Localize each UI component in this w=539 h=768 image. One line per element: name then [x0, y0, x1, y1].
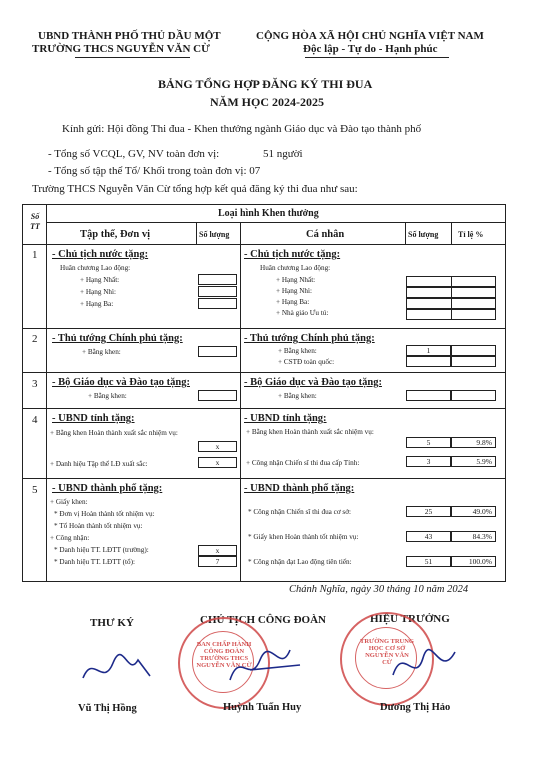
row5-left-item5: * Danh hiệu TT. LĐTT (trường): [54, 546, 149, 554]
row4-right-item2-rate: 5.9% [451, 456, 496, 467]
col-no-header: Số TT [30, 212, 40, 231]
row3-right-item: + Bằng khen: [278, 392, 317, 400]
row1-right-item2: + Hạng Nhì: [276, 287, 312, 295]
row5-right-item2: * Giấy khen Hoàn thành tốt nhiệm vụ: [248, 533, 359, 541]
row1-no: 1 [32, 249, 38, 261]
row3-left-qty [198, 390, 237, 401]
principal-name: Dương Thị Hảo [380, 702, 451, 713]
row2-right-item2: + CSTĐ toàn quốc: [278, 358, 335, 366]
row1-left-title: - Chủ tịch nước tặng: [52, 249, 149, 260]
role-principal: HIỆU TRƯỞNG [370, 613, 450, 625]
union-chair-signature [220, 640, 310, 695]
row4-left-item1-qty: x [198, 441, 237, 452]
school-name: TRƯỜNG THCS NGUYỄN VĂN CỪ [32, 43, 210, 55]
row5-left-item2: * Đơn vị Hoàn thành tốt nhiệm vụ: [54, 510, 155, 518]
row4-left-item2-qty: x [198, 457, 237, 468]
row5-left-qty-truong: x [198, 545, 237, 556]
row2-left-title: - Thủ tướng Chính phủ tặng: [52, 333, 183, 344]
role-union-chair: CHỦ TỊCH CÔNG ĐOÀN [200, 614, 327, 626]
row4-right-title: - UBND tỉnh tặng: [244, 413, 327, 424]
row2-no: 2 [32, 333, 38, 345]
col-type-header: Loại hình Khen thưởng [218, 208, 319, 219]
row4-left-item1: + Bằng khen Hoàn thành xuất sắc nhiệm vụ: [50, 429, 178, 437]
row3-left-item: + Bằng khen: [88, 392, 127, 400]
row5-right-item2-qty: 43 [406, 531, 451, 542]
row2-right-item1-rate [451, 345, 496, 356]
row2-right-item1-qty: 1 [406, 345, 451, 356]
row1-left-item3: + Hạng Ba: [80, 300, 114, 308]
secretary-name: Vũ Thị Hồng [78, 703, 137, 714]
row4-left-title: - UBND tỉnh tặng: [52, 413, 135, 424]
row5-right-title: - UBND thành phố tặng: [244, 483, 355, 494]
row4-no: 4 [32, 414, 38, 426]
row1-left-qty3 [198, 298, 237, 309]
row5-left-item6: * Danh hiệu TT. LĐTT (tổ): [54, 558, 136, 566]
row5-left-item4: + Công nhận: [50, 534, 90, 542]
row5-right-item3-qty: 51 [406, 556, 451, 567]
motto: Độc lập - Tự do - Hạnh phúc [303, 43, 438, 55]
role-secretary: THƯ KÝ [90, 617, 134, 629]
row1-left-item2: + Hạng Nhì: [80, 288, 116, 296]
row4-left-item2: + Danh hiệu Tập thể LĐ xuất sắc: [50, 460, 148, 468]
row1-left-qty1 [198, 274, 237, 285]
row3-right-rate [451, 390, 496, 401]
row3-right-qty [406, 390, 451, 401]
row3-right-title: - Bộ Giáo dục và Đào tạo tặng: [244, 377, 382, 388]
row1-right-sub: Huân chương Lao động: [260, 264, 331, 272]
union-stamp-text: BAN CHẤP HÀNH CÔNG ĐOÀN TRƯỜNG THCS NGUYỄN VĂN CỪ [196, 641, 252, 669]
row1-left-qty2 [198, 286, 237, 297]
school-stamp-text: TRƯỜNG TRUNG HỌC CƠ SỞ NGUYỄN VĂN CỪ [360, 638, 414, 666]
recipient: Kính gửi: Hội đồng Thi đua - Khen thưởng ngành Giáo dục và Đào tạo thành phố [62, 123, 422, 135]
col-individual-header: Cá nhân [306, 229, 345, 240]
staff-label: - Tổng số VCQL, GV, NV toàn đơn vị: [48, 148, 220, 160]
header-divider-right [305, 57, 449, 58]
row2-right-title: - Thủ tướng Chính phủ tặng: [244, 333, 375, 344]
row1-right-item1: + Hạng Nhất: [276, 276, 316, 284]
country-name: CỘNG HÒA XÃ HỘI CHỦ NGHĨA VIỆT NAM [256, 30, 484, 42]
row5-right-item1-qty: 25 [406, 506, 451, 517]
row4-right-item2-qty: 3 [406, 456, 451, 467]
row2-right-item1: + Bằng khen: [278, 347, 317, 355]
row1-right-title: - Chủ tịch nước tặng: [244, 249, 341, 260]
row3-left-title: - Bộ Giáo dục và Đào tạo tặng: [52, 377, 190, 388]
row5-left-item3: * Tổ Hoàn thành tốt nhiệm vụ: [54, 522, 143, 530]
row4-right-item1-qty: 5 [406, 437, 451, 448]
col-collective-header: Tập thể, Đơn vị [80, 229, 150, 240]
doc-title: BẢNG TỔNG HỢP ĐĂNG KÝ THI ĐUA [158, 77, 373, 91]
row5-no: 5 [32, 484, 38, 496]
row2-left-item: + Bằng khen: [82, 348, 121, 356]
row1-left-sub: Huân chương Lao động: [60, 264, 131, 272]
row5-right-item2-rate: 84.3% [451, 531, 496, 542]
row3-no: 3 [32, 378, 38, 390]
org-name: UBND THÀNH PHỐ THỦ DẦU MỘT [38, 30, 221, 42]
sign-date: Chánh Nghĩa, ngày 30 tháng 10 năm 2024 [289, 584, 469, 595]
row5-left-title: - UBND thành phố tặng: [52, 483, 163, 494]
row4-right-item1: + Bằng khen Hoàn thành xuất sắc nhiệm vụ: [246, 428, 374, 436]
staff-value: 51 người [263, 148, 303, 160]
row4-right-item1-rate: 9.8% [451, 437, 496, 448]
secretary-signature [78, 648, 158, 693]
groups-label: - Tổng số tập thể Tổ/ Khối trong toàn đơn vị: 07 [48, 165, 261, 177]
school-year: NĂM HỌC 2024-2025 [210, 95, 324, 109]
row2-right-item2-rate [451, 356, 496, 367]
summary-line: Trường THCS Nguyễn Văn Cừ tổng hợp kết quả đăng ký thi đua như sau: [32, 183, 358, 195]
row5-left-item1: + Giấy khen: [50, 498, 88, 506]
row5-left-qty-to: 7 [198, 556, 237, 567]
row1-right-item4: + Nhà giáo Ưu tú: [276, 309, 329, 317]
row5-right-item1-rate: 49.0% [451, 506, 496, 517]
principal-signature [385, 640, 465, 695]
col-qty2-header: Số lượng [408, 230, 439, 239]
col-rate-header: Tỉ lệ % [458, 230, 484, 239]
row5-right-item3-rate: 100.0% [451, 556, 496, 567]
row4-right-item2: + Công nhận Chiến sĩ thi đua cấp Tỉnh: [246, 459, 360, 467]
row2-left-qty [198, 346, 237, 357]
row5-right-item1: * Công nhận Chiến sĩ thi đua cơ sở: [248, 508, 352, 516]
col-qty-header: Số lượng [199, 230, 230, 239]
union-chair-name: Huỳnh Tuấn Huy [223, 702, 302, 713]
row5-right-item3: * Công nhận đạt Lao động tiên tiến: [248, 558, 352, 566]
header-divider-left [75, 57, 190, 58]
row2-right-item2-qty [406, 356, 451, 367]
row1-right-item3: + Hạng Ba: [276, 298, 310, 306]
row1-left-item1: + Hạng Nhất: [80, 276, 120, 284]
